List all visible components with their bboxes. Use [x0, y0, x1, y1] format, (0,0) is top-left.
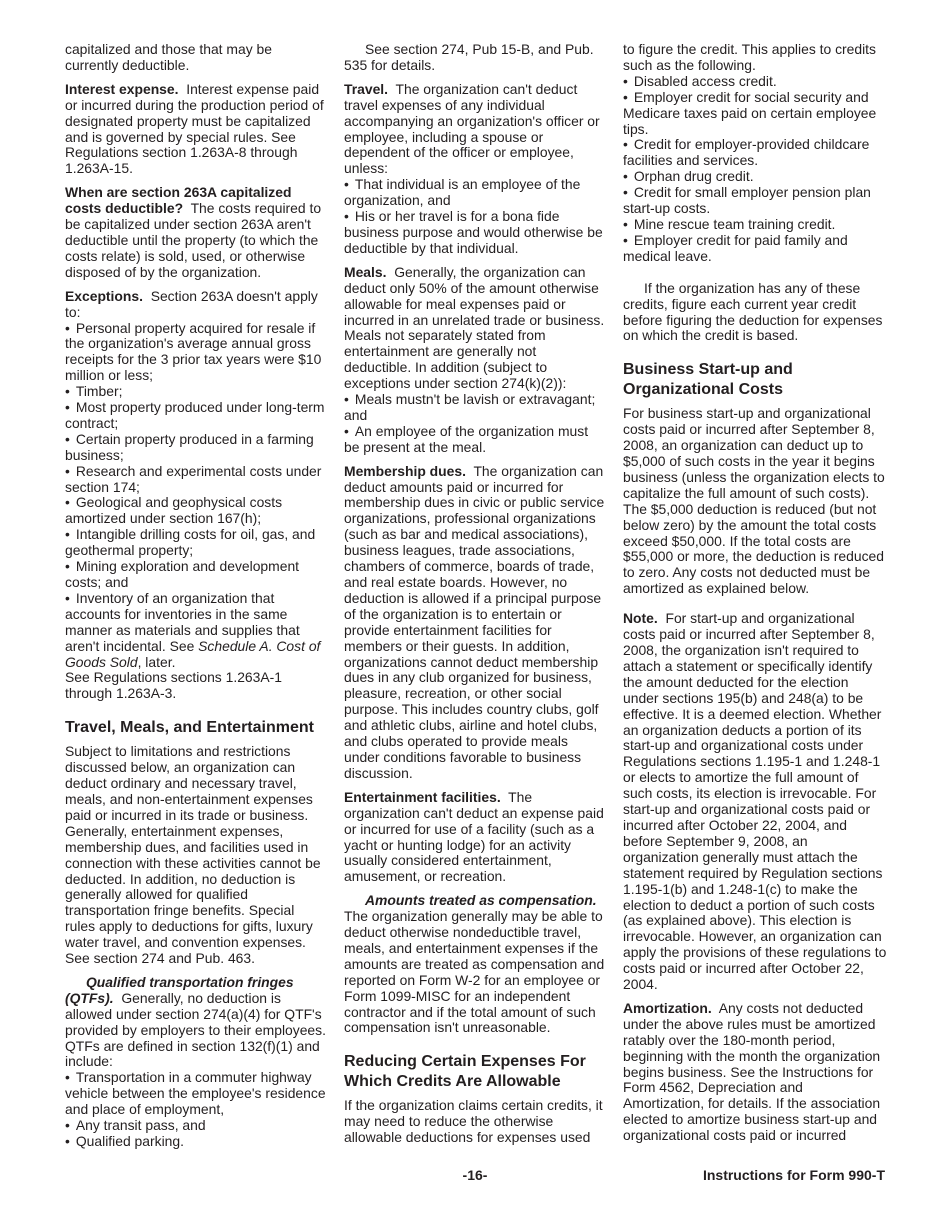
- list-item: • Intangible drilling costs for oil, gas, and geothermal property;: [65, 527, 327, 559]
- reducing-expenses-paragraph: If the organization claims certain credits, it may need to reduce the otherwise allowable deductions for expenses used: [344, 1097, 603, 1146]
- see-section-274-paragraph: See section 274, Pub 15-B, and Pub. 535 for details.: [344, 41, 594, 73]
- list-item: • Employer credit for paid family and medical leave.: [623, 233, 887, 265]
- list-item: • Orphan drug credit.: [623, 169, 887, 185]
- see-regulations-paragraph: See Regulations sections 1.263A-1 through 1.263A-3.: [65, 669, 282, 702]
- entertainment-facilities-paragraph: Entertainment facilities. The organization can't deduct an expense paid or incurred for use of a facility (such as a yacht or hunting lodge) for an activity usually considered entertainment, amusement, or recreation.: [344, 788, 604, 885]
- column-middle: [344, 42, 606, 1154]
- travel-meals-entertainment-heading: Travel, Meals, and Entertainment: [65, 719, 314, 737]
- compensation-paragraph: Amounts treated as compensation. The organization generally may be able to deduct otherwise nondeductible travel, meals, and entertainment expenses if the amounts are treated as compensation and reported on Form W-2 for an employee or Form 1099-MISC for an independent contractor and if the total amount of such compensation isn't unreasonable.: [344, 892, 605, 1036]
- membership-dues-heading: Membership dues.: [344, 462, 466, 479]
- amortization-heading: Amortization.: [623, 999, 712, 1016]
- column-left: [65, 42, 327, 1158]
- credits-note-paragraph: If the organization has any of these credits, figure each current year credit before figuring the deduction for expenses on which the credit is based.: [623, 279, 883, 344]
- entertainment-facilities-heading: Entertainment facilities.: [344, 788, 501, 805]
- list-item: • Credit for small employer pension plan start-up costs.: [623, 185, 887, 217]
- meals-heading: Meals.: [344, 263, 387, 280]
- exceptions-heading: Exceptions.: [65, 287, 143, 304]
- credits-continued-paragraph: to figure the credit. This applies to credits such as the following.: [623, 41, 876, 73]
- list-item: • Any transit pass, and: [65, 1118, 327, 1134]
- travel-list: [344, 177, 606, 257]
- travel-intro-paragraph: Subject to limitations and restrictions discussed below, an organization can deduct ordinary and necessary travel, meals, and non-entertainment expenses paid or incurred in its trade or business. Generally, entertainment expenses, membership dues, and facilities used in connection with these activities cannot be deducted. In addition, no deduction is generally allowed for qualified transportation fringe benefits. Special rules apply to deductions for gifts, luxury water travel, and convention expenses. See section 274 and Pub. 463.: [65, 743, 321, 967]
- credits-list: [623, 74, 887, 265]
- list-item: • Mine rescue team training credit.: [623, 217, 887, 233]
- meals-paragraph: Meals. Generally, the organization can deduct only 50% of the amount otherwise allowable for meal expenses paid or incurred in an unrelated trade or business. Meals not separately stated from entertainment are generally not deductible. In addition (subject to exceptions under section 274(k)(2)):: [344, 263, 605, 392]
- note-paragraph: Note. For start-up and organizational costs paid or incurred after September 8, 2008, the organization isn't required to attach a statement or specifically identify the amount deducted for the election under sections 195(b) and 248(a) to be effective. It is a deemed election. Whether an organization deducts a portion of its start-up and organizational costs under Regulations sections 1.195-1 and 1.248-1 or elects to amortize the full amount of such costs, its election is irrevocable. For start-up and organizational costs paid or incurred after October 22, 2004, and before September 9, 2008, an organization generally must attach the statement required by Regulation sections 1.195-1(b) and 1.248-1(c) to make the election to deduct a portion of such costs (as explained above). This election is irrevocable. However, an organization can apply the provisions of these regulations to costs paid or incurred after October 22, 2004.: [623, 610, 887, 993]
- list-item: • Personal property acquired for resale if the organization's average annual gross receipts for the 3 prior tax years were $10 million or less;: [65, 321, 327, 385]
- note-heading: Note.: [623, 610, 658, 627]
- travel-paragraph: Travel. The organization can't deduct travel expenses of any individual accompanying an organization's officer or employee, including a spouse or dependent of the officer or employee, unless:: [344, 80, 600, 177]
- section-263a-deductible-paragraph: When are section 263A capitalized costs deductible? The costs required to be capitalized under section 263A aren't deductible until the property (to which the costs relate) is sold, used, or otherwise disposed of by the organization.: [65, 184, 322, 280]
- list-item: • Credit for employer-provided childcare facilities and services.: [623, 137, 887, 169]
- page-number: -16-: [462, 1167, 488, 1183]
- qtf-heading: Qualified transportation fringes (QTFs).: [65, 973, 294, 1006]
- startup-costs-paragraph: For business start-up and organizational costs paid or incurred after September 8, 2008, an organization can deduct up to $5,000 of such costs in the year it begins business (unless the organization elects to capitalize the full amount of such costs). The $5,000 deduction is reduced (but not below zero) by the amount the total costs exceed $50,000. If the total costs are $55,000 or more, the deduction is reduced to zero. Any costs not deducted must be amortized as explained below.: [623, 405, 885, 597]
- list-item: • Qualified parking.: [65, 1134, 327, 1150]
- form-title-footer: Instructions for Form 990-T: [702, 1167, 885, 1183]
- list-item: • Timber;: [65, 384, 327, 400]
- exceptions-list: [65, 321, 327, 671]
- paragraph-continued: capitalized and those that may be currently deductible.: [65, 41, 272, 73]
- list-item: • Research and experimental costs under section 174;: [65, 464, 327, 496]
- schedule-a-reference: Schedule A. Cost of Goods Sold: [65, 637, 321, 670]
- list-item: • That individual is an employee of the organization, and: [344, 177, 606, 209]
- list-item: • Certain property produced in a farming business;: [65, 432, 327, 464]
- list-item: • Geological and geophysical costs amortized under section 167(h);: [65, 495, 327, 527]
- interest-expense-paragraph: Interest expense. Interest expense paid or incurred during the production period of designated property must be capitalized and is governed by special rules. See Regulations section 1.263A-8 through 1.263A-15.: [65, 80, 324, 177]
- reducing-expenses-heading: Reducing Certain Expenses For Which Credits Are Allowable: [344, 1053, 586, 1091]
- list-item: • Disabled access credit.: [623, 74, 887, 90]
- compensation-heading: Amounts treated as compensation.: [365, 892, 597, 909]
- travel-heading: Travel.: [344, 80, 389, 97]
- qtf-list: [65, 1070, 327, 1150]
- startup-costs-heading: Business Start-up and Organizational Costs: [623, 361, 793, 399]
- membership-dues-paragraph: Membership dues. The organization can deduct amounts paid or incurred for membership dues in civic or public service organizations, professional organizations (such as bar and medical associations), business leagues, trade associations, chambers of commerce, boards of trade, and real estate boards. However, no deduction is allowed if a principal purpose of the organization is to entertain or provide entertainment facilities for members or their guests. In addition, organizations cannot deduct membership dues in any club organized for business, pleasure, recreation, or other social purpose. This includes country clubs, golf and athletic clubs, airline and hotel clubs, and clubs operated to provide meals under conditions favorable to business discussion.: [344, 462, 605, 781]
- list-item: • Employer credit for social security and Medicare taxes paid on certain employee tips.: [623, 90, 887, 138]
- interest-expense-heading: Interest expense.: [65, 80, 179, 97]
- exceptions-paragraph: Exceptions. Section 263A doesn't apply to:: [65, 287, 318, 320]
- list-item: • An employee of the organization must be present at the meal.: [344, 424, 606, 456]
- list-item: • Meals mustn't be lavish or extravagant; and: [344, 392, 606, 424]
- section-263a-deductible-heading: When are section 263A capitalized costs deductible?: [65, 184, 292, 217]
- list-item: • Inventory of an organization that accounts for inventories in the same manner as materials and supplies that aren't incidental. See Schedule A. Cost of Goods Sold, later.: [65, 591, 327, 671]
- list-item: • His or her travel is for a bona fide business purpose and would otherwise be deductible by that individual.: [344, 209, 606, 257]
- amortization-paragraph: Amortization. Any costs not deducted under the above rules must be amortized ratably over the 180-month period, beginning with the month the organization begins business. See the Instructions for Form 4562, Depreciation and Amortization, for details. If the association elected to amortize business start-up and organizational costs paid or incurred: [623, 999, 881, 1144]
- column-right: [623, 42, 887, 1152]
- list-item: • Most property produced under long-term contract;: [65, 400, 327, 432]
- qtf-paragraph: Qualified transportation fringes (QTFs). Generally, no deduction is allowed under section 274(a)(4) for QTF's provided by employers to their employees. QTFs are defined in section 132(f)(1) and include:: [65, 973, 326, 1070]
- list-item: • Mining exploration and development costs; and: [65, 559, 327, 591]
- list-item: • Transportation in a commuter highway vehicle between the employee's residence and place of employment,: [65, 1070, 327, 1118]
- meals-list: [344, 392, 606, 456]
